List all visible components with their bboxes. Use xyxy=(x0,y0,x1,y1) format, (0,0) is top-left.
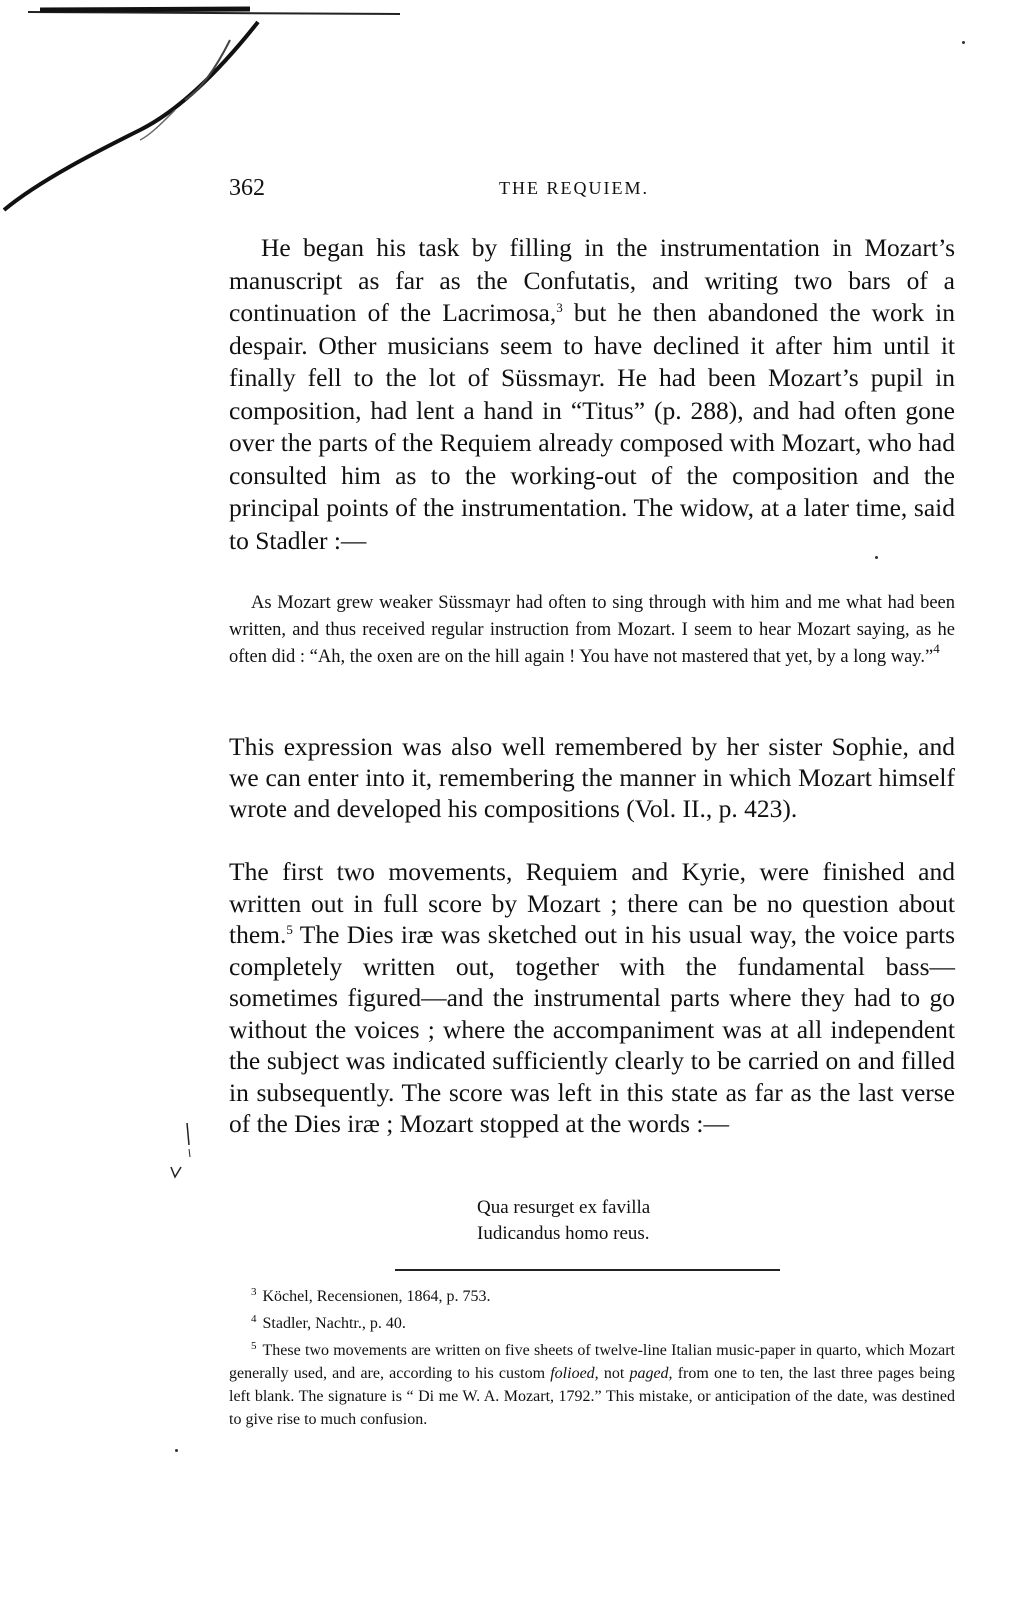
footnote-5 xyxy=(229,1335,955,1431)
footnote-4-marker: 4 xyxy=(251,1313,257,1325)
paragraph-1-text-a: He began his task by filling in the instrumentation in Mozart’s manuscript as far as the Confutatis, and writing two bars of a continuation of the Lacrimosa, xyxy=(229,233,955,327)
paragraph-1 xyxy=(229,232,955,557)
footnote-divider xyxy=(395,1269,780,1271)
paragraph-1-text-b: but he then abandoned the work in despair. Other musicians seem to have declined it after him until it finally fell to the lot of Süssmayr. He had been Mozart’s pupil in composition, had lent a hand in “Titus” (p. 288), and had often gone over the parts of the Requiem already composed with Mozart, who had consulted him as to the working-out of the composition and the principal points of the instrumentation. The widow, at a later time, said to Stadler :— xyxy=(229,298,955,555)
footnote-4 xyxy=(229,1308,955,1335)
block-quote xyxy=(229,590,955,671)
running-title: THE REQUIEM. xyxy=(499,178,649,198)
page-number: 362 xyxy=(229,175,265,201)
footnote-5-em-paged: paged, xyxy=(629,1365,673,1382)
page-header xyxy=(229,175,949,205)
scan-margin-marks xyxy=(165,1115,205,1185)
footnote-5-text-c: from one to ten, the last three pages being left blank. The signature is “ Di me W. A. Mozart, 1792.” This mistake, or anticipation of the date, was destined to give rise to much confusion. xyxy=(229,1365,955,1428)
footnote-ref-4: 4 xyxy=(933,641,940,656)
footnote-3-text: Köchel, Recensionen, 1864, p. 753. xyxy=(262,1288,491,1305)
scan-speck xyxy=(875,556,878,559)
verse-quotation xyxy=(477,1195,650,1247)
paragraph-3-text-b: The Dies iræ was sketched out in his usual way, the voice parts completely written out, together with the fundamental bass—sometimes figured—and the instrumental parts where they had to go without the voices ; where the accompaniment was at all independent the subject was indicated sufficiently clearly to be carried on and filled in subsequently. The score was left in this state as far as the last verse of the Dies iræ ; Mozart stopped at the words :— xyxy=(229,920,955,1138)
paragraph-2: This expression was also well remembered by her sister Sophie, and we can enter into it, remembering the manner in which Mozart himself wrote and developed his compositions (Vol. II., p. 423). xyxy=(229,732,955,823)
footnotes xyxy=(229,1281,955,1431)
footnote-4-text: Stadler, Nachtr., p. 40. xyxy=(262,1315,406,1332)
footnote-3 xyxy=(229,1281,955,1308)
footnote-ref-5: 5 xyxy=(286,922,293,937)
footnote-5-em-folioed: folioed, xyxy=(550,1365,599,1382)
footnote-ref-3: 3 xyxy=(556,300,563,315)
scan-speck xyxy=(962,41,965,44)
footnote-5-text-a: These two movements are written on five sheets of twelve-line Italian music-paper in quarto, which Mozart generally used, and are, according to his custom xyxy=(229,1342,955,1382)
scan-speck xyxy=(175,1449,178,1452)
verse-line-2: Iudicandus homo reus. xyxy=(477,1223,650,1244)
paragraph-3-text-a: The first two movements, Requiem and Kyrie, were finished and written out in full score by Mozart ; there can be no question about them. xyxy=(229,857,955,949)
footnote-3-marker: 3 xyxy=(251,1286,257,1298)
paragraph-3 xyxy=(229,856,955,1140)
footnote-5-text-b: not xyxy=(598,1365,630,1382)
footnote-5-marker: 5 xyxy=(251,1340,257,1352)
block-quote-text: As Mozart grew weaker Süssmayr had often to sing through with him and me what had been written, and thus received regular instruction from Mozart. I seem to hear Mozart saying, as he often did : “Ah, the oxen are on the hill again ! You have not mastered that yet, by a long way.” xyxy=(229,593,955,667)
verse-line-1: Qua resurget ex favilla xyxy=(477,1197,651,1218)
